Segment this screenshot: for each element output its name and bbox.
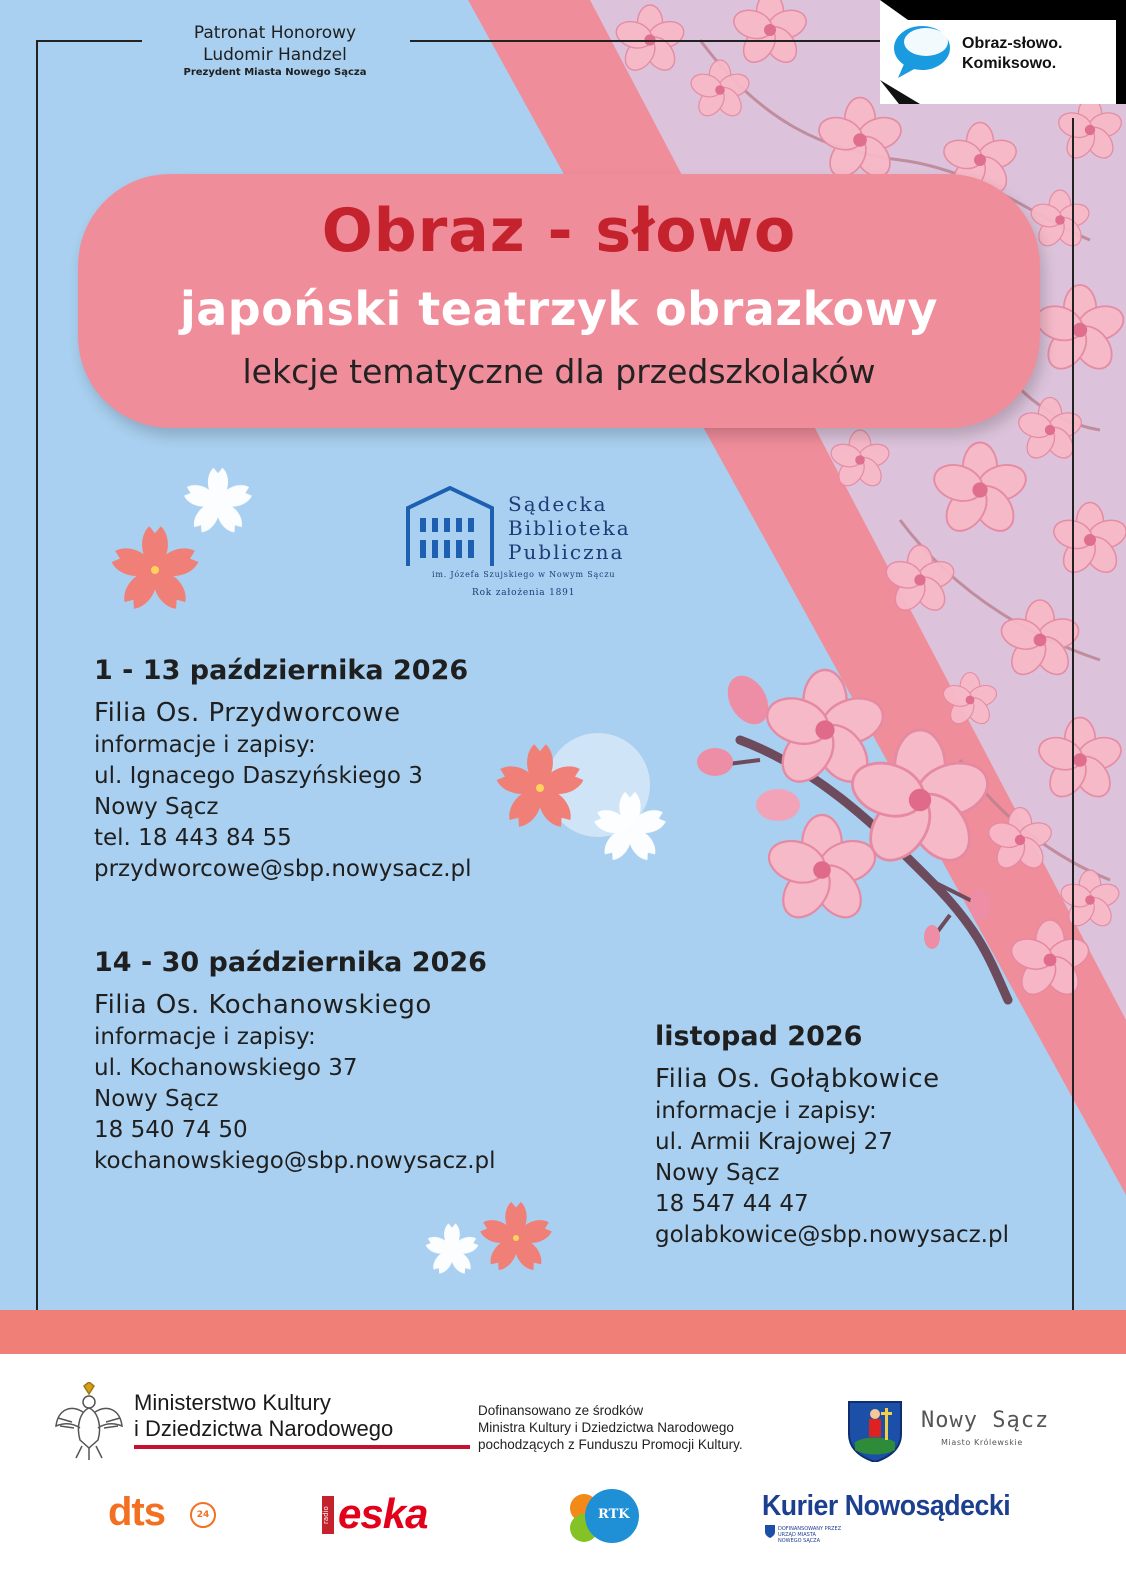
eska-wordmark: eska xyxy=(338,1490,428,1537)
frame-top-right xyxy=(410,40,910,42)
city-name: Nowy Sącz xyxy=(921,1408,1050,1433)
eagle-emblem-icon xyxy=(52,1382,126,1462)
ministry-logo xyxy=(52,1382,432,1462)
eska-radio-label: radio xyxy=(322,1496,334,1534)
tagline: lekcje tematyczne dla przedszkolaków xyxy=(242,352,876,391)
event-branch: Filia Os. Gołąbkowice xyxy=(655,1064,940,1094)
event-branch: Filia Os. Przydworcowe xyxy=(94,698,401,728)
frame-left xyxy=(36,40,38,1310)
dts24-logo: dts xyxy=(108,1490,165,1534)
footer-band xyxy=(0,1310,1126,1354)
event-date: 14 - 30 października 2026 xyxy=(94,947,487,978)
rtk-label: RTK xyxy=(598,1507,630,1522)
funding-note xyxy=(478,1402,743,1453)
ministry-line2: i Dziedzictwa Narodowego xyxy=(134,1416,394,1441)
main-title: Obraz - słowo xyxy=(321,196,797,266)
library-patron: im. Józefa Szujskiego w Nowym Sączu xyxy=(432,570,616,579)
dts24-number: 24 xyxy=(190,1502,216,1528)
event-email[interactable]: przydworcowe@sbp.nowysacz.pl xyxy=(94,856,472,882)
logo-line2: Komiksowo. xyxy=(962,55,1057,72)
ministry-name xyxy=(134,1390,393,1442)
event-street: ul. Armii Krajowej 27 xyxy=(655,1129,893,1155)
event-phone: 18 540 74 50 xyxy=(94,1117,248,1143)
city-coat-of-arms-icon xyxy=(845,1398,905,1462)
event-date: listopad 2026 xyxy=(655,1021,863,1052)
event-phone: 18 547 44 47 xyxy=(655,1191,809,1217)
logo-line1: Obraz-słowo. xyxy=(962,35,1063,52)
event-info-label: informacje i zapisy: xyxy=(655,1098,877,1124)
event-street: ul. Kochanowskiego 37 xyxy=(94,1055,358,1081)
patronage-title: Patronat Honorowy xyxy=(193,23,357,43)
city-logo xyxy=(845,1398,1075,1462)
city-subtitle: Miasto Królewskie xyxy=(941,1438,1023,1447)
library-building-icon xyxy=(400,486,500,570)
funding-line1: Dofinansowano ze środków xyxy=(478,1403,644,1418)
library-name-2: Biblioteka xyxy=(508,516,631,540)
subtitle: japoński teatrzyk obrazkowy xyxy=(179,282,939,336)
kurier-note-1: DOFINANSOWANY PRZEZ xyxy=(778,1526,842,1532)
library-logo xyxy=(400,486,650,606)
event-block-1 xyxy=(94,654,472,885)
radio-eska-logo xyxy=(322,1490,448,1537)
event-date: 1 - 13 października 2026 xyxy=(94,655,469,686)
event-phone: tel. 18 443 84 55 xyxy=(94,825,292,851)
ministry-underline xyxy=(134,1445,470,1449)
logo-text xyxy=(962,34,1062,74)
library-name-3: Publiczna xyxy=(508,540,625,564)
event-block-2 xyxy=(94,946,496,1177)
event-city: Nowy Sącz xyxy=(94,1086,219,1112)
event-info-label: informacje i zapisy: xyxy=(94,1024,316,1050)
event-city: Nowy Sącz xyxy=(655,1160,780,1186)
event-email[interactable]: golabkowice@sbp.nowysacz.pl xyxy=(655,1222,1009,1248)
rtk-logo xyxy=(570,1488,654,1544)
event-city: Nowy Sącz xyxy=(94,794,219,820)
kurier-logo: Kurier Nowosądecki xyxy=(762,1490,1011,1522)
patronage-person: Ludomir Handzel xyxy=(203,45,347,65)
title-banner xyxy=(78,174,1040,428)
library-founded: Rok założenia 1891 xyxy=(472,588,576,598)
event-email[interactable]: kochanowskiego@sbp.nowysacz.pl xyxy=(94,1148,496,1174)
patronage-role: Prezydent Miasta Nowego Sącza xyxy=(183,67,367,78)
event-branch: Filia Os. Kochanowskiego xyxy=(94,990,432,1020)
library-name-1: Sądecka xyxy=(508,492,608,516)
patronage xyxy=(150,22,400,80)
funding-line2: Ministra Kultury i Dziedzictwa Narodowego xyxy=(478,1420,734,1435)
obraz-slowo-logo xyxy=(880,0,1126,104)
frame-top-left xyxy=(36,40,142,42)
funding-line3: pochodzących z Funduszu Promocji Kultury. xyxy=(478,1437,743,1452)
kurier-note-2: URZĄD MIASTA xyxy=(778,1532,816,1538)
frame-right xyxy=(1072,118,1074,1310)
event-street: ul. Ignacego Daszyńskiego 3 xyxy=(94,763,423,789)
kurier-crest-icon xyxy=(764,1524,776,1538)
event-block-3 xyxy=(655,1020,1009,1251)
kurier-note-3: NOWEGO SĄCZA xyxy=(778,1538,821,1544)
kurier-sponsor-note xyxy=(778,1526,841,1544)
event-info-label: informacje i zapisy: xyxy=(94,732,316,758)
speech-bubble-icon xyxy=(886,22,956,82)
ministry-line1: Ministerstwo Kultury xyxy=(134,1390,331,1415)
